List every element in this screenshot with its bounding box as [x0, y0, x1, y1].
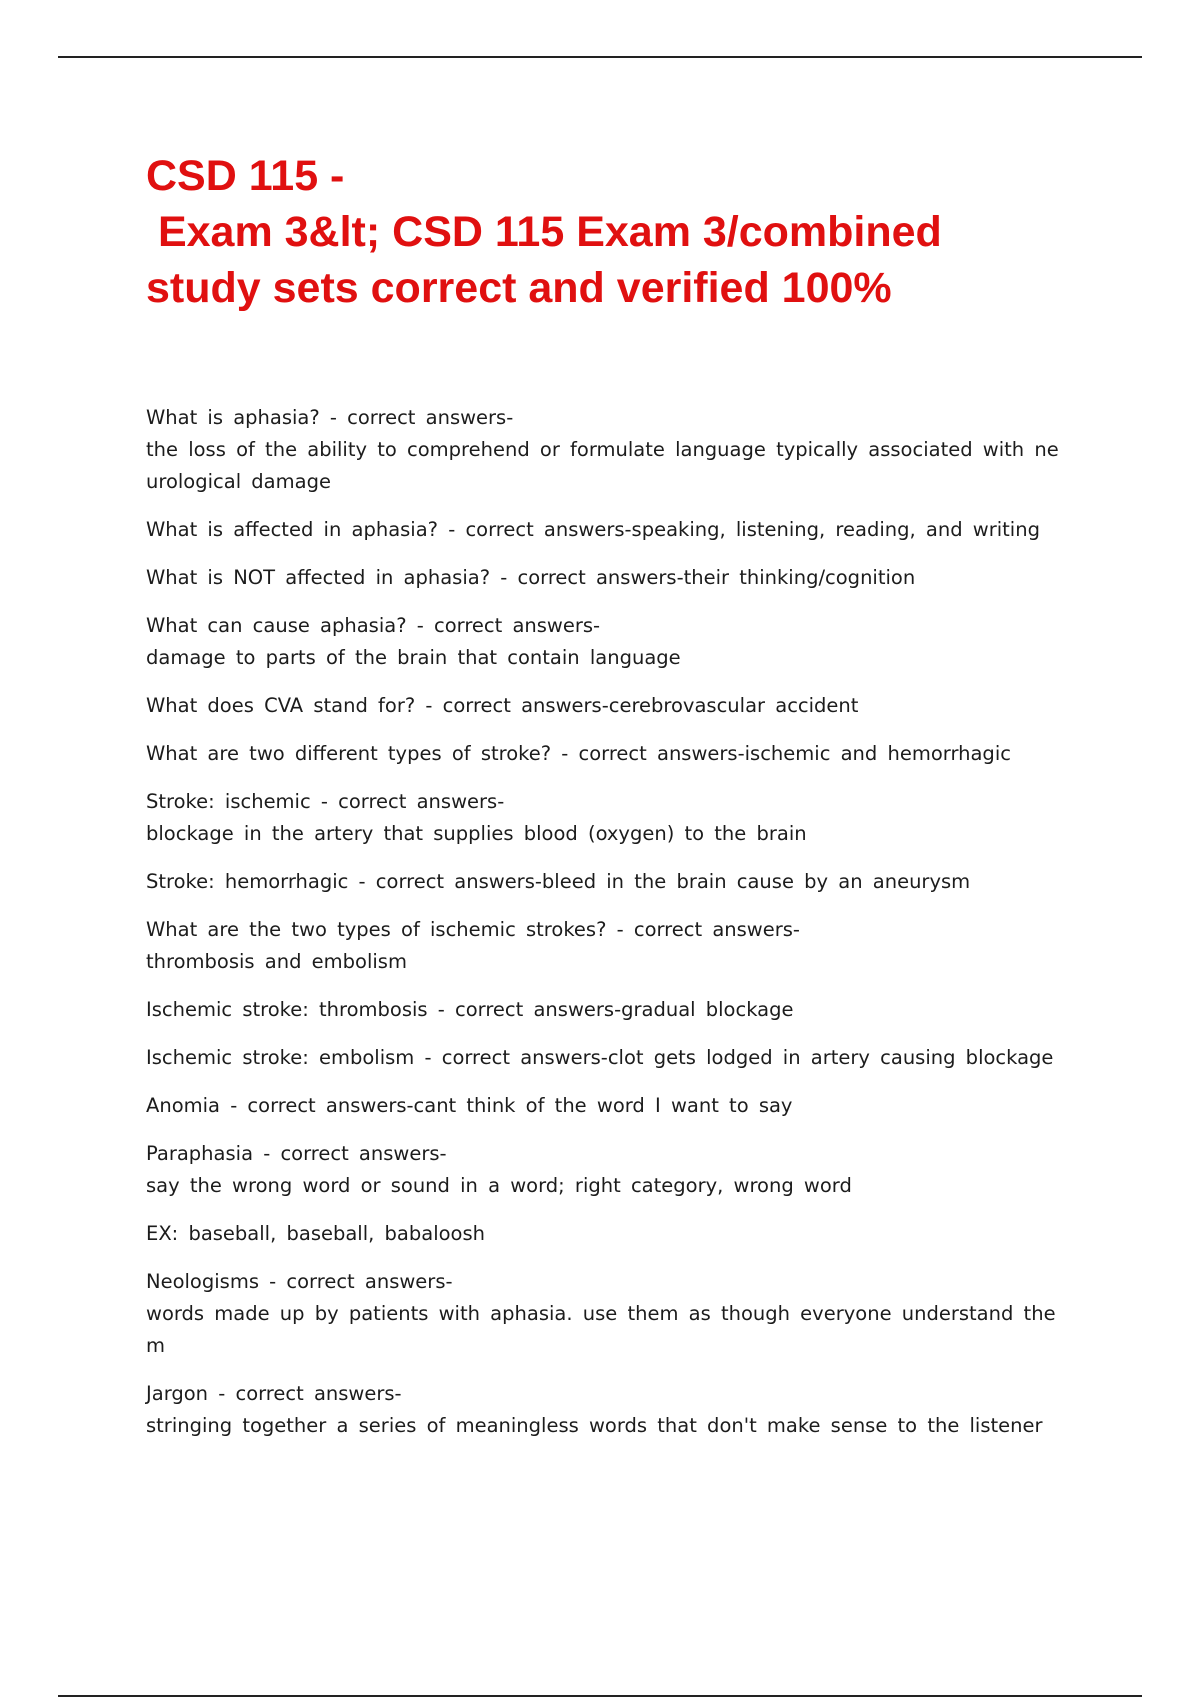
qa-line: What is aphasia? - correct answers-	[146, 406, 514, 429]
title-line: study sets correct and verified 100%	[146, 264, 892, 312]
qa-item	[146, 610, 1086, 674]
qa-item	[146, 514, 1086, 546]
qa-list	[146, 402, 1086, 1458]
title-line: CSD 115 -	[146, 152, 345, 200]
qa-line: say the wrong word or sound in a word; right category, wrong word	[146, 1174, 852, 1197]
qa-line: What are the two types of ischemic strokes? - correct answers-	[146, 918, 800, 941]
qa-line: What are two different types of stroke? - correct answers-ischemic and hemorrhagic	[146, 742, 1011, 765]
qa-item	[146, 562, 1086, 594]
qa-line: stringing together a series of meaningless words that don't make sense to the listener	[146, 1414, 1043, 1437]
qa-line: Anomia - correct answers-cant think of the word I want to say	[146, 1094, 793, 1117]
qa-line: Stroke: ischemic - correct answers-	[146, 790, 505, 813]
qa-line: What can cause aphasia? - correct answers-	[146, 614, 601, 637]
qa-item	[146, 1378, 1086, 1442]
qa-line: Ischemic stroke: embolism - correct answers-clot gets lodged in artery causing blockage	[146, 1046, 1054, 1069]
top-rule	[58, 56, 1142, 58]
qa-item	[146, 738, 1086, 770]
qa-item	[146, 1042, 1086, 1074]
qa-line: EX: baseball, baseball, babaloosh	[146, 1222, 485, 1245]
bottom-rule	[58, 1695, 1142, 1697]
qa-line: Jargon - correct answers-	[146, 1382, 402, 1405]
qa-line: Stroke: hemorrhagic - correct answers-bleed in the brain cause by an aneurysm	[146, 870, 971, 893]
qa-line: What does CVA stand for? - correct answers-cerebrovascular accident	[146, 694, 859, 717]
qa-item	[146, 1218, 1086, 1250]
qa-item	[146, 994, 1086, 1026]
qa-line: Paraphasia - correct answers-	[146, 1142, 447, 1165]
qa-line: Neologisms - correct answers-	[146, 1270, 453, 1293]
qa-line: blockage in the artery that supplies blood (oxygen) to the brain	[146, 822, 807, 845]
qa-item	[146, 1266, 1086, 1362]
qa-item	[146, 914, 1086, 978]
qa-line: thrombosis and embolism	[146, 950, 407, 973]
qa-item	[146, 786, 1086, 850]
title-line: Exam 3&lt; CSD 115 Exam 3/combined	[146, 208, 942, 256]
qa-line: words made up by patients with aphasia. use them as though everyone understand the	[146, 1302, 1056, 1325]
qa-line: Ischemic stroke: thrombosis - correct answers-gradual blockage	[146, 998, 794, 1021]
qa-item	[146, 402, 1086, 498]
document-title	[146, 148, 1106, 316]
qa-item	[146, 866, 1086, 898]
qa-line: What is affected in aphasia? - correct answers-speaking, listening, reading, and writing	[146, 518, 1040, 541]
qa-item	[146, 1090, 1086, 1122]
qa-item	[146, 690, 1086, 722]
qa-item	[146, 1138, 1086, 1202]
qa-line: urological damage	[146, 470, 331, 493]
qa-line: the loss of the ability to comprehend or formulate language typically associated with ne	[146, 438, 1059, 461]
qa-line: What is NOT affected in aphasia? - correct answers-their thinking/cognition	[146, 566, 916, 589]
qa-line: m	[146, 1334, 165, 1357]
qa-line: damage to parts of the brain that contain language	[146, 646, 681, 669]
